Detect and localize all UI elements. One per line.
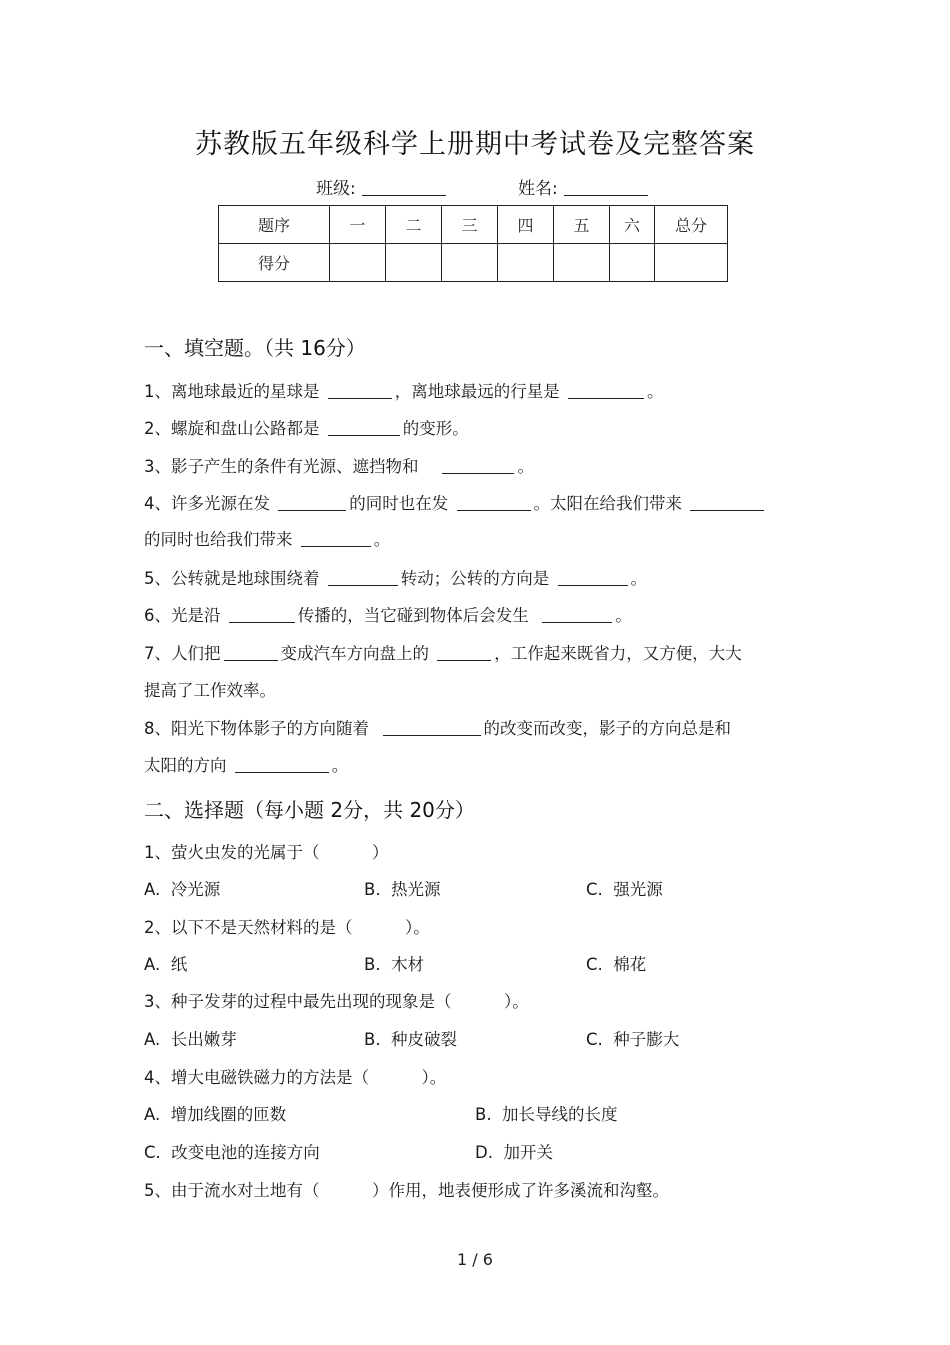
- question-text: 3、影子产生的条件有光源、遮挡物和: [144, 457, 419, 476]
- option-b[interactable]: B. 种皮破裂: [364, 1030, 458, 1049]
- question-text: 的同时也给我们带来: [144, 530, 293, 549]
- question-text: 变成汽车方向盘上的: [280, 644, 429, 663]
- choice-question-3: 3、种子发芽的过程中最先出现的现象是（ ）。: [144, 992, 529, 1011]
- fill-question-8: [144, 715, 731, 739]
- question-text: 7、人们把: [144, 644, 221, 663]
- score-row-label: 得分: [219, 244, 330, 282]
- question-text: 太阳的方向: [144, 756, 227, 775]
- answer-blank[interactable]: [558, 570, 628, 586]
- question-text: 。: [331, 756, 349, 775]
- fill-question-7-cont: 提高了工作效率。: [144, 681, 276, 700]
- document-title: 苏教版五年级科学上册期中考试卷及完整答案: [195, 129, 755, 160]
- answer-blank[interactable]: [437, 645, 491, 661]
- score-header-cell: 一: [330, 206, 386, 244]
- answer-blank[interactable]: [278, 495, 346, 511]
- question-text: 的变形。: [402, 419, 469, 438]
- question-text: 传播的，当它碰到物体后会发生: [297, 606, 529, 625]
- score-cell[interactable]: [386, 244, 442, 282]
- question-text: 。: [630, 569, 647, 588]
- answer-blank[interactable]: [328, 570, 398, 586]
- fill-question-4: [144, 490, 767, 514]
- option-b[interactable]: B. 木材: [364, 955, 425, 974]
- option-b[interactable]: B. 热光源: [364, 880, 441, 899]
- question-text: 。: [373, 530, 391, 549]
- option-d[interactable]: D. 加开关: [475, 1143, 553, 1162]
- option-c[interactable]: C. 强光源: [586, 880, 663, 899]
- question-text: 的改变而改变，影子的方向总是和: [483, 719, 731, 738]
- question-text: ，工作起来既省力，又方便，大大: [494, 644, 742, 663]
- score-header-cell: 六: [610, 206, 655, 244]
- fill-question-1: [144, 378, 664, 402]
- question-text: 1、离地球最近的星球是: [144, 382, 320, 401]
- answer-blank[interactable]: [690, 495, 764, 511]
- name-label: 姓名:: [518, 179, 558, 199]
- answer-blank[interactable]: [224, 645, 278, 661]
- score-header-cell: 四: [498, 206, 554, 244]
- fill-question-6: [144, 602, 632, 626]
- score-cell[interactable]: [610, 244, 655, 282]
- option-a[interactable]: A. 增加线圈的匝数: [144, 1105, 287, 1124]
- option-c[interactable]: C. 棉花: [586, 955, 647, 974]
- fill-question-4-cont: [144, 526, 390, 550]
- score-cell[interactable]: [554, 244, 610, 282]
- question-text: 。: [517, 457, 534, 476]
- score-cell[interactable]: [498, 244, 554, 282]
- section-1-heading: 一、填空题。（共 16分）: [144, 336, 366, 360]
- question-text: 8、阳光下物体影子的方向随着: [144, 719, 369, 738]
- choice-question-2: 2、以下不是天然材料的是（ ）。: [144, 918, 430, 937]
- question-text: 4、许多光源在发: [144, 494, 270, 513]
- question-text: 2、螺旋和盘山公路都是: [144, 419, 320, 438]
- answer-blank[interactable]: [383, 720, 481, 736]
- fill-question-3: [144, 453, 534, 477]
- score-cell[interactable]: [442, 244, 498, 282]
- answer-blank[interactable]: [328, 383, 392, 399]
- answer-blank[interactable]: [457, 495, 531, 511]
- question-text: 。: [615, 606, 632, 625]
- answer-blank[interactable]: [229, 607, 295, 623]
- fill-question-8-cont: [144, 752, 348, 776]
- option-a[interactable]: A. 冷光源: [144, 880, 221, 899]
- question-text: 的同时也在发: [349, 494, 449, 513]
- option-c[interactable]: C. 种子膨大: [586, 1030, 680, 1049]
- option-a[interactable]: A. 长出嫩芽: [144, 1030, 237, 1049]
- class-label: 班级:: [316, 179, 356, 199]
- choice-question-4: 4、增大电磁铁磁力的方法是（ ）。: [144, 1068, 447, 1087]
- score-header-cell: 总分: [655, 206, 728, 244]
- choice-question-1: 1、萤火虫发的光属于（ ）: [144, 843, 389, 862]
- score-header-cell: 三: [442, 206, 498, 244]
- name-blank: [564, 179, 648, 196]
- score-header-row: [219, 206, 728, 244]
- answer-blank[interactable]: [301, 531, 371, 547]
- option-c[interactable]: C. 改变电池的连接方向: [144, 1143, 320, 1162]
- score-cell[interactable]: [330, 244, 386, 282]
- page-number: 1 / 6: [457, 1250, 493, 1269]
- answer-blank[interactable]: [235, 757, 329, 773]
- option-b[interactable]: B. 加长导线的长度: [475, 1105, 618, 1124]
- question-text: 5、公转就是地球围绕着: [144, 569, 320, 588]
- fill-question-7: [144, 640, 742, 664]
- score-table: [218, 205, 728, 282]
- score-header-cell: 题序: [219, 206, 330, 244]
- score-header-cell: 二: [386, 206, 442, 244]
- class-field: [316, 174, 446, 199]
- answer-blank[interactable]: [542, 607, 612, 623]
- fill-question-5: [144, 565, 647, 589]
- name-field: [518, 174, 648, 199]
- question-text: 。太阳在给我们带来: [533, 494, 682, 513]
- score-row: [219, 244, 728, 282]
- score-header-cell: 五: [554, 206, 610, 244]
- question-text: 转动；公转的方向是: [400, 569, 550, 588]
- question-text: 6、光是沿: [144, 606, 221, 625]
- answer-blank[interactable]: [442, 458, 514, 474]
- fill-question-2: [144, 415, 469, 439]
- section-2-heading: 二、选择题（每小题 2分，共 20分）: [144, 798, 475, 822]
- question-text: ，离地球最远的行星是: [394, 382, 560, 401]
- option-a[interactable]: A. 纸: [144, 955, 188, 974]
- choice-question-5: 5、由于流水对土地有（ ）作用，地表便形成了许多溪流和沟壑。: [144, 1181, 669, 1200]
- answer-blank[interactable]: [568, 383, 644, 399]
- class-blank: [362, 179, 446, 196]
- score-cell[interactable]: [655, 244, 728, 282]
- question-text: 。: [647, 382, 664, 401]
- answer-blank[interactable]: [328, 420, 400, 436]
